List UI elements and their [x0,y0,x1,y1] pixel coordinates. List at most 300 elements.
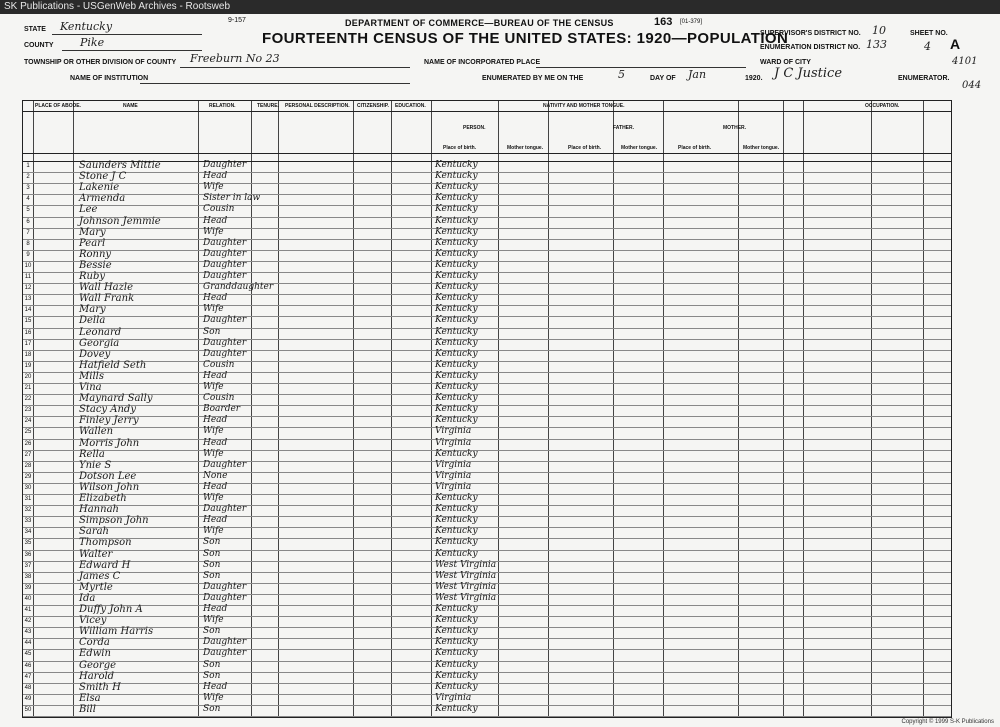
row-birthplace: Kentucky [435,282,478,293]
row-birthplace: Kentucky [435,648,478,659]
row-divider [23,239,951,240]
row-divider [23,350,951,351]
row-divider [23,328,951,329]
enumerator-label: ENUMERATOR. [898,75,950,82]
row-relation: Wife [203,304,224,315]
township-value: Freeburn No 23 [190,52,280,65]
row-divider [23,450,951,451]
row-relation: Head [203,370,228,381]
col-name: NAME [123,103,138,109]
row-relation: Granddaughter [203,282,274,293]
row-number: 33 [24,518,32,525]
row-relation: Daughter [203,315,247,326]
corner-number-2: 044 [962,80,982,91]
row-relation: Daughter [203,248,247,259]
row-birthplace: Kentucky [435,681,478,692]
row-relation: Head [203,215,228,226]
row-relation: Son [203,570,221,581]
row-divider [23,250,951,251]
row-relation: Son [203,703,221,714]
row-birthplace: Virginia [435,481,472,492]
col-education: EDUCATION. [395,103,426,109]
row-name: Bill [79,703,96,715]
row-birthplace: Kentucky [435,237,478,248]
row-relation: Wife [203,226,224,237]
row-divider [23,483,951,484]
row-divider [23,638,951,639]
row-number: 36 [24,551,32,558]
row-name: Finley Jerry [79,415,139,427]
institution-underline [140,83,410,84]
row-name: Armenda [79,193,126,205]
census-document [0,14,1000,727]
row-divider [23,383,951,384]
row-relation: Head [203,415,228,426]
row-birthplace: Kentucky [435,393,478,404]
row-birthplace: Kentucky [435,370,478,381]
row-name: James C [79,570,121,582]
row-name: Mary [79,304,106,316]
row-number: 49 [24,695,32,702]
row-number: 40 [24,595,32,602]
row-relation: None [203,470,228,481]
sheet-label: SHEET NO. [910,30,948,37]
row-number: 50 [24,706,32,713]
row-divider [23,716,951,717]
row-number: 8 [26,240,30,247]
state-underline [52,34,202,35]
row-relation: Daughter [203,160,247,170]
row-birthplace: Virginia [435,426,472,437]
row-name: Walter [79,548,113,560]
row-number: 35 [24,540,32,547]
row-name: Wallen [79,426,114,438]
row-name: Morris John [79,437,140,449]
row-divider [23,505,951,506]
row-relation: Wife [203,615,224,626]
row-name: Simpson John [79,515,149,527]
row-birthplace: Kentucky [435,259,478,270]
day-of-label: DAY OF [650,75,676,82]
row-divider [23,316,951,317]
col-occupation: OCCUPATION. [865,103,900,109]
row-name: Della [79,315,106,327]
row-birthplace: Kentucky [435,615,478,626]
row-divider [23,672,951,673]
row-birthplace: Kentucky [435,670,478,681]
row-birthplace: Kentucky [435,293,478,304]
row-number: 27 [24,451,32,458]
row-number: 44 [24,640,32,647]
row-divider [23,339,951,340]
row-birthplace: Kentucky [435,604,478,614]
row-birthplace: Kentucky [435,404,478,415]
row-name: Elsa [79,692,101,704]
row-birthplace: Kentucky [435,382,478,392]
row-name: Edward H [79,559,131,571]
row-divider [23,538,951,539]
row-name: Bessie [79,259,112,271]
row-name: Vicey [79,615,107,627]
row-name: Smith H [79,681,121,693]
institution-label: NAME OF INSTITUTION [70,75,149,82]
row-number: 5 [26,207,30,214]
row-relation: Head [203,481,228,492]
row-name: Edwin [79,648,111,660]
row-number: 39 [24,584,32,591]
row-divider [23,361,951,362]
row-birthplace: Kentucky [435,160,478,170]
col-place-of-birth-father: Place of birth. [568,145,602,151]
row-divider [23,472,951,473]
form-number: 9-157 [228,17,246,24]
row-number: 22 [24,396,32,403]
row-relation: Daughter [203,637,247,648]
row-number: 41 [24,607,32,613]
row-number: 45 [24,651,32,658]
row-number: 14 [24,307,32,314]
row-number: 7 [26,229,30,236]
row-relation: Son [203,548,221,559]
row-birthplace: West Virginia [435,592,497,603]
row-birthplace: Kentucky [435,348,478,359]
row-relation: Head [203,171,228,182]
row-name: Stone J C [79,171,127,183]
row-relation: Head [203,604,228,614]
row-name: Dotson Lee [79,470,137,482]
row-relation: Daughter [203,348,247,359]
state-label: STATE [24,26,46,33]
row-relation: Wife [203,493,224,503]
col-place-of-birth-mother: Place of birth. [678,145,712,151]
row-relation: Son [203,659,221,670]
enumerator-name: J C Justice [774,66,843,81]
row-divider [23,461,951,462]
row-number: 47 [24,673,32,680]
row-birthplace: Kentucky [435,493,478,503]
row-birthplace: Kentucky [435,526,478,537]
row-birthplace: Kentucky [435,637,478,648]
row-number: 43 [24,629,32,636]
row-name: Mills [79,370,104,382]
row-name: Corda [79,637,110,649]
row-birthplace: Kentucky [435,659,478,670]
window-title-bar [0,0,1000,14]
row-birthplace: West Virginia [435,581,497,592]
row-number: 31 [24,496,32,502]
row-name: Duffy John A [79,604,143,615]
row-birthplace: Kentucky [435,171,478,182]
row-name: Leonard [79,326,122,338]
copyright-notice: Copyright © 1999 S-K Publications [901,719,994,725]
page-code: [01-379] [680,19,703,25]
supervisor-value: 10 [872,24,886,37]
row-birthplace: Virginia [435,692,472,703]
row-divider [23,649,951,650]
row-number: 12 [24,285,32,292]
row-divider [23,694,951,695]
page-number: 163 [654,16,673,28]
row-relation: Daughter [203,504,247,515]
row-name: Sarah [79,526,109,538]
row-birthplace: Kentucky [435,215,478,226]
row-divider [23,217,951,218]
col-person: PERSON. [463,125,486,131]
row-divider [23,616,951,617]
row-birthplace: Virginia [435,459,472,470]
row-relation: Son [203,537,221,548]
row-relation: Wife [203,426,224,437]
row-name: Georgia [79,337,120,349]
row-birthplace: Kentucky [435,226,478,237]
row-number: 34 [24,529,32,536]
row-divider [23,394,951,395]
row-name: Vina [79,382,102,393]
row-divider [23,372,951,373]
row-relation: Son [203,626,221,637]
row-name: Wall Frank [79,293,135,305]
row-divider [23,405,951,406]
row-relation: Daughter [203,581,247,592]
enumerated-label: ENUMERATED BY ME ON THE [482,75,584,82]
row-number: 38 [24,573,32,580]
row-name: Hannah [79,504,119,516]
window-title: SK Publications - USGenWeb Archives - Rootsweb [4,1,231,12]
row-divider [23,183,951,184]
row-name: Maynard Sally [79,393,153,405]
row-birthplace: Kentucky [435,248,478,259]
col-personal-description: PERSONAL DESCRIPTION. [285,103,350,109]
row-number: 3 [26,185,30,192]
row-divider [23,705,951,706]
row-birthplace: Kentucky [435,204,478,215]
ward-label: WARD OF CITY [760,59,811,66]
row-name: Ruby [79,271,106,282]
row-birthplace: West Virginia [435,570,497,581]
row-relation: Wife [203,182,224,193]
row-relation: Sister in law [203,193,261,204]
row-relation: Son [203,559,221,570]
row-divider [23,272,951,273]
row-divider [23,627,951,628]
row-name: Thompson [79,537,132,549]
county-label: COUNTY [24,42,54,49]
row-relation: Wife [203,448,224,459]
row-name: Mary [79,226,106,238]
row-number: 11 [24,274,32,280]
row-number: 1 [26,163,30,169]
row-number: 42 [24,618,32,625]
row-birthplace: Virginia [435,437,472,448]
row-relation: Daughter [203,459,247,470]
row-number: 18 [24,351,32,358]
row-name: Rella [79,448,105,460]
row-birthplace: Kentucky [435,515,478,526]
row-number: 24 [24,418,32,425]
row-divider [23,283,951,284]
incorporated-place-label: NAME OF INCORPORATED PLACE [424,59,541,66]
row-name: William Harris [79,626,154,638]
row-birthplace: Kentucky [435,271,478,281]
row-number: 21 [24,385,32,391]
row-number: 9 [26,251,30,258]
township-label: TOWNSHIP OR OTHER DIVISION OF COUNTY [24,59,177,66]
row-birthplace: Kentucky [435,448,478,459]
row-birthplace: Kentucky [435,193,478,204]
row-number: 2 [26,174,30,181]
col-relation: RELATION. [209,103,236,109]
row-number: 15 [24,318,32,325]
row-relation: Cousin [203,204,235,215]
enumerated-month: Jan [688,68,707,81]
row-divider [23,305,951,306]
row-birthplace: Kentucky [435,182,478,193]
row-name: Dovey [79,348,111,360]
row-name: Stacy Andy [79,404,136,416]
row-birthplace: Kentucky [435,315,478,326]
row-relation: Head [203,437,228,448]
row-name: Saunders Mittie [79,160,161,171]
row-birthplace: Kentucky [435,504,478,515]
row-number: 16 [24,329,32,336]
row-name: Pearl [79,237,106,249]
row-divider [23,550,951,551]
row-relation: Daughter [203,271,247,281]
row-relation: Daughter [203,592,247,603]
row-number: 37 [24,562,32,569]
enumeration-district-label: ENUMERATION DISTRICT NO. [760,44,861,51]
row-divider [23,416,951,417]
row-relation: Boarder [203,404,241,415]
row-birthplace: Kentucky [435,415,478,426]
row-name: Lee [79,204,98,216]
row-relation: Son [203,326,221,337]
row-name: Ida [79,592,96,604]
supervisor-label: SUPERVISOR'S DISTRICT NO. [760,30,861,37]
row-birthplace: Kentucky [435,537,478,548]
col-place-of-birth-person: Place of birth. [443,145,477,151]
row-relation: Wife [203,692,224,703]
row-number: 30 [24,484,32,491]
township-underline [180,67,410,68]
row-name: George [79,659,117,671]
row-birthplace: Kentucky [435,548,478,559]
col-mother-tongue-mother: Mother tongue. [743,145,780,151]
row-divider [23,516,951,517]
row-relation: Daughter [203,337,247,348]
row-number: 4 [26,196,30,203]
sheet-number: 4 [924,40,931,53]
year-label: 1920. [745,75,763,82]
enumerated-day: 5 [618,68,625,81]
row-divider [23,683,951,684]
row-relation: Head [203,681,228,692]
row-relation: Head [203,515,228,526]
document-title: FOURTEENTH CENSUS OF THE UNITED STATES: 1920—POPULATION [262,30,789,47]
department-heading: DEPARTMENT OF COMMERCE—BUREAU OF THE CENSUS [345,18,614,28]
row-birthplace: Kentucky [435,304,478,315]
row-birthplace: Kentucky [435,703,478,714]
row-divider [23,605,951,606]
incorporated-place-underline [536,67,746,68]
col-mother: MOTHER. [723,125,747,131]
row-divider [23,427,951,428]
row-birthplace: Virginia [435,470,472,481]
row-relation: Daughter [203,259,247,270]
row-name: Lakenie [79,182,120,194]
state-value: Kentucky [60,20,113,33]
row-name: Hatfield Seth [79,359,147,371]
row-number: 23 [24,407,32,414]
row-name: Ronny [79,248,112,260]
row-number: 28 [24,462,32,469]
row-relation: Son [203,670,221,681]
row-birthplace: West Virginia [435,559,497,570]
row-name: Myrtle [79,581,113,593]
row-number: 25 [24,429,32,436]
row-divider [23,439,951,440]
row-divider [23,172,951,173]
row-number: 26 [24,440,32,447]
row-relation: Wife [203,526,224,537]
row-name: Wall Hazle [79,282,134,294]
sheet-side: A [950,36,961,52]
col-mother-tongue-person: Mother tongue. [507,145,544,151]
row-divider [23,194,951,195]
col-citizenship: CITIZENSHIP. [357,103,389,109]
row-divider [23,294,951,295]
row-divider [23,205,951,206]
row-number: 13 [24,296,32,303]
row-name: Johnson Jemmie [79,215,161,227]
corner-number-1: 4101 [952,56,978,67]
row-name: Harold [79,670,115,682]
row-number: 10 [24,262,32,269]
row-relation: Daughter [203,237,247,248]
row-number: 6 [26,218,30,225]
row-divider [23,494,951,495]
row-relation: Wife [203,382,224,392]
row-number: 46 [24,662,32,669]
col-nativity: NATIVITY AND MOTHER TONGUE. [543,103,625,109]
col-place-of-abode: PLACE OF ABODE. [35,103,81,109]
census-grid [22,100,952,718]
row-divider [23,527,951,528]
row-name: Elizabeth [79,493,127,504]
enumeration-district-value: 133 [866,38,887,51]
col-mother-tongue-father: Mother tongue. [621,145,658,151]
col-father: FATHER. [613,125,635,131]
row-name: Ynie S [79,459,112,471]
row-relation: Cousin [203,393,235,404]
row-birthplace: Kentucky [435,326,478,337]
row-number: 20 [24,373,32,380]
row-relation: Cousin [203,359,235,370]
row-relation: Head [203,293,228,304]
col-tenure: TENURE. [257,103,279,109]
county-underline [62,50,202,51]
row-birthplace: Kentucky [435,337,478,348]
row-divider [23,661,951,662]
row-birthplace: Kentucky [435,359,478,370]
row-relation: Daughter [203,648,247,659]
row-name: Wilson John [79,481,140,493]
row-number: 17 [24,340,32,347]
row-number: 32 [24,507,32,514]
row-divider [23,228,951,229]
row-divider [23,261,951,262]
row-number: 48 [24,684,32,691]
